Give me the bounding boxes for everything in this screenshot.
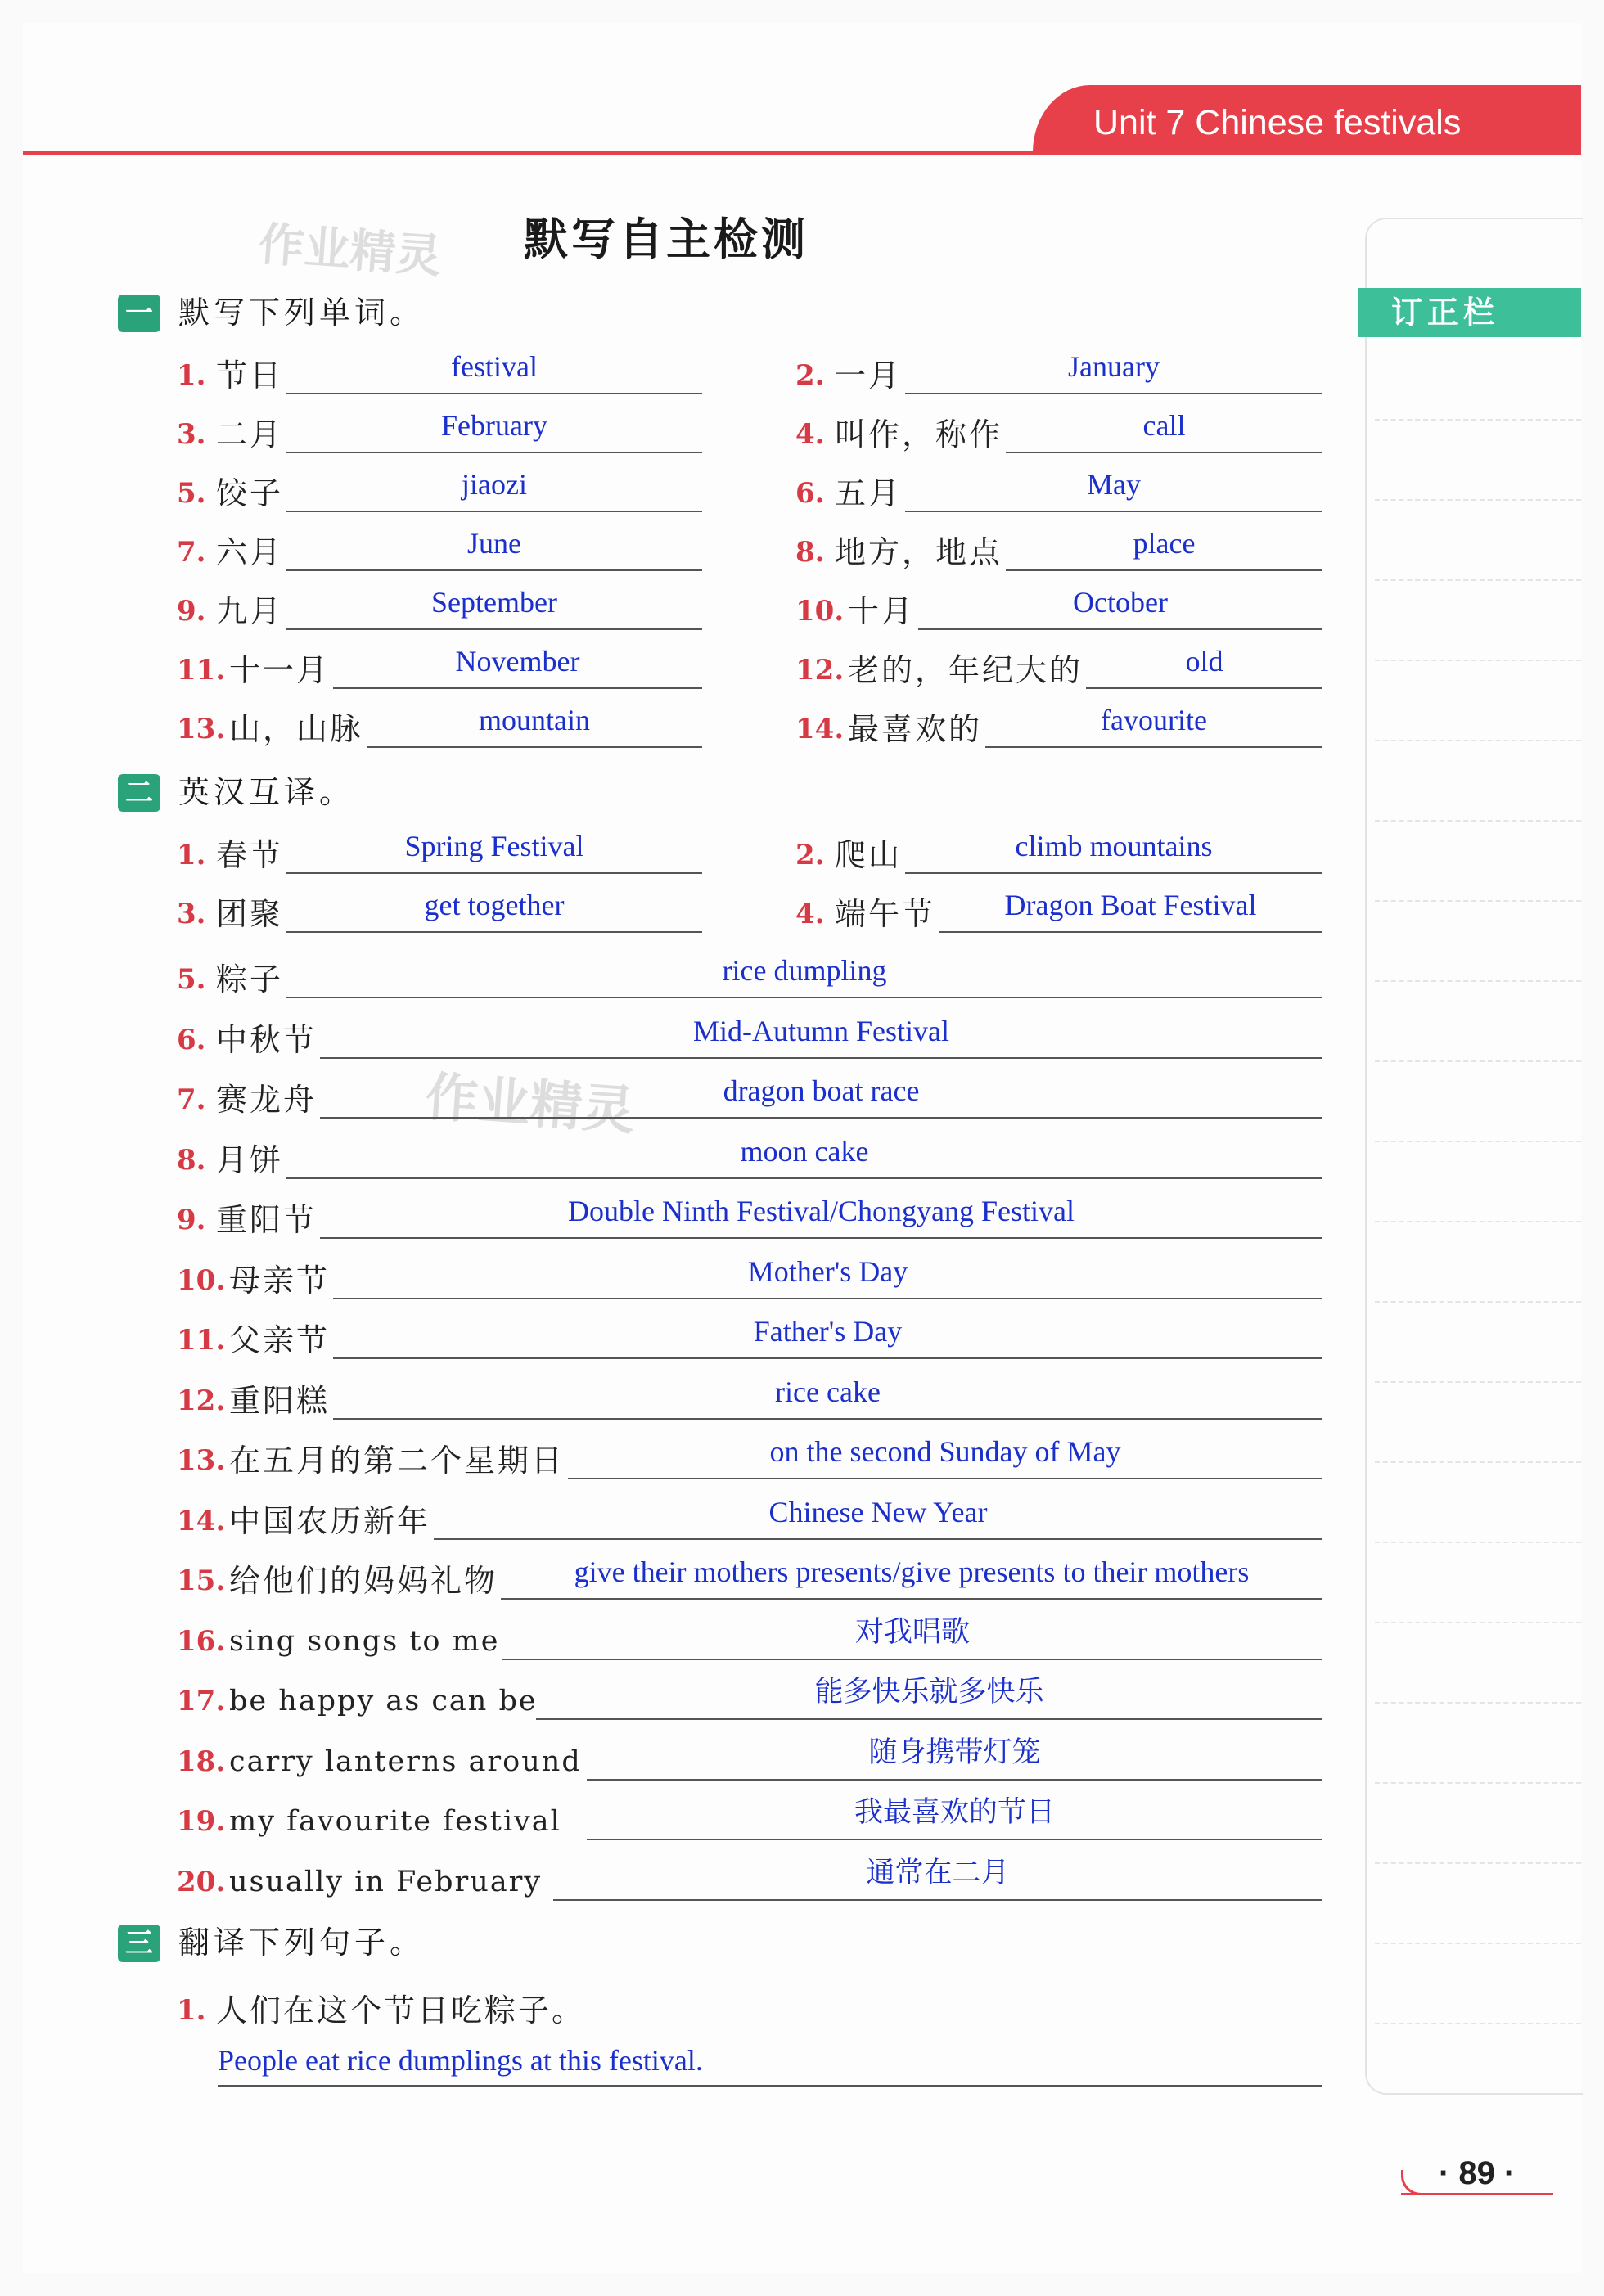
item-number: 12.: [177, 1384, 226, 1417]
panel-guide-line: [1375, 1141, 1581, 1142]
item-prompt: 六月: [216, 534, 284, 570]
panel-guide-line: [1375, 1221, 1581, 1222]
section-title: 英汉互译。: [178, 774, 355, 810]
item-prompt: 五月: [835, 475, 903, 511]
page-number: · 89 ·: [1439, 2155, 1516, 2191]
item-answer: get together: [424, 889, 565, 921]
answer-line: [1086, 687, 1322, 689]
panel-guide-line: [1375, 1301, 1581, 1303]
answer-line: [1006, 452, 1322, 453]
answer-line: [501, 1598, 1322, 1600]
panel-guide-line: [1375, 1782, 1581, 1784]
answer-line: [286, 511, 702, 512]
item-answer: give their mothers presents/give presents to their mothers: [574, 1555, 1250, 1588]
answer-line: [587, 1779, 1322, 1781]
item-prompt: 十月: [848, 593, 916, 629]
panel-guide-line: [1375, 1542, 1581, 1543]
section-title: 翻译下列句子。: [178, 1925, 426, 1961]
answer-line: [1006, 569, 1322, 571]
item-prompt: 重阳节: [216, 1202, 318, 1238]
section-badge: 一: [118, 295, 160, 332]
item-answer: October: [1073, 586, 1168, 619]
panel-guide-line: [1375, 579, 1581, 581]
item-prompt: 山，山脉: [229, 711, 364, 747]
item-prompt: 父亲节: [229, 1322, 331, 1358]
item-prompt: carry lanterns around: [229, 1745, 582, 1778]
answer-line: [553, 1899, 1322, 1901]
answer-line: [218, 2085, 1322, 2087]
item-answer: mountain: [479, 704, 590, 736]
item-number: 1.: [177, 839, 206, 871]
item-prompt: 团聚: [216, 896, 284, 932]
item-number: 3.: [177, 898, 206, 930]
item-prompt: 最喜欢的: [848, 711, 983, 747]
item-prompt: sing songs to me: [229, 1624, 500, 1658]
item-answer: 能多快乐就多快乐: [814, 1676, 1044, 1708]
panel-guide-line: [1375, 1060, 1581, 1062]
item-number: 13.: [177, 1444, 226, 1477]
item-answer: February: [441, 409, 547, 442]
item-prompt: 叫作，称作: [835, 416, 1003, 452]
answer-line: [286, 452, 702, 453]
item-prompt: 赛龙舟: [216, 1082, 318, 1118]
watermark: 作业精灵: [423, 1067, 637, 1142]
answer-line: [286, 872, 702, 874]
answer-line: [286, 628, 702, 630]
item-number: 5.: [177, 963, 206, 996]
item-prompt: 给他们的妈妈礼物: [229, 1563, 498, 1599]
item-answer: 我最喜欢的节日: [854, 1796, 1055, 1829]
item-number: 8.: [795, 536, 825, 569]
item-prompt: 人们在这个节日吃粽子。: [216, 1992, 586, 2028]
item-prompt: 粽子: [216, 961, 284, 997]
panel-guide-line: [1375, 820, 1581, 822]
panel-guide-line: [1375, 1461, 1581, 1463]
item-number: 16.: [177, 1624, 226, 1658]
item-number: 12.: [795, 654, 845, 687]
item-number: 19.: [177, 1805, 226, 1838]
item-answer: January: [1068, 350, 1160, 383]
item-answer: 对我唱歌: [854, 1615, 970, 1649]
answer-line: [286, 393, 702, 394]
item-number: 2.: [795, 359, 825, 392]
item-answer: Father's Day: [753, 1315, 903, 1348]
section-badge: 二: [118, 774, 160, 812]
item-answer: rice cake: [775, 1375, 881, 1408]
answer-line: [905, 511, 1322, 512]
answer-line: [320, 1237, 1322, 1239]
answer-line: [568, 1478, 1322, 1479]
item-number: 3.: [177, 418, 206, 451]
item-number: 7.: [177, 536, 206, 569]
item-number: 17.: [177, 1685, 226, 1717]
item-prompt: 端午节: [835, 896, 936, 932]
correction-tag-label: 订正栏: [1391, 295, 1500, 331]
item-prompt: 月饼: [216, 1141, 284, 1178]
item-answer: climb mountains: [1015, 830, 1213, 862]
answer-line: [918, 628, 1322, 630]
item-number: 8.: [177, 1143, 206, 1177]
item-answer: Dragon Boat Festival: [1004, 889, 1257, 921]
item-answer: 随身携带灯笼: [868, 1736, 1041, 1769]
item-number: 18.: [177, 1745, 226, 1778]
panel-guide-line: [1375, 1622, 1581, 1623]
item-answer: June: [467, 527, 521, 560]
panel-guide-line: [1375, 1702, 1581, 1704]
item-number: 11.: [177, 1324, 226, 1357]
panel-guide-line: [1375, 740, 1581, 741]
item-number: 4.: [795, 418, 825, 451]
item-prompt: 十一月: [229, 652, 331, 688]
panel-guide-line: [1375, 499, 1581, 501]
answer-line: [367, 746, 702, 748]
item-number: 14.: [177, 1504, 226, 1537]
answer-line: [587, 1839, 1322, 1840]
item-prompt: 老的，年纪大的: [848, 652, 1084, 688]
item-answer: Double Ninth Festival/Chongyang Festival: [568, 1195, 1075, 1227]
item-prompt: 中国农历新年: [229, 1502, 431, 1539]
panel-guide-line: [1375, 1381, 1581, 1383]
item-answer: People eat rice dumplings at this festival.: [218, 2044, 703, 2077]
answer-line: [502, 1659, 1322, 1660]
answer-line: [320, 1117, 1322, 1119]
item-answer: call: [1142, 409, 1186, 442]
item-answer: dragon boat race: [723, 1074, 920, 1107]
item-answer: festival: [451, 350, 538, 383]
item-answer: November: [455, 645, 580, 678]
answer-line: [985, 746, 1322, 748]
answer-line: [333, 1298, 1322, 1299]
section-title: 默写下列单词。: [178, 295, 426, 331]
item-number: 11.: [177, 654, 226, 687]
answer-line: [333, 1357, 1322, 1359]
item-number: 15.: [177, 1564, 226, 1597]
item-prompt: 爬山: [835, 837, 903, 873]
item-number: 1.: [177, 1994, 206, 2027]
item-number: 4.: [795, 898, 825, 930]
item-answer: old: [1185, 645, 1223, 678]
answer-line: [905, 872, 1322, 874]
item-number: 20.: [177, 1865, 226, 1898]
answer-line: [286, 997, 1322, 998]
item-answer: Mid-Autumn Festival: [693, 1014, 949, 1047]
item-number: 13.: [177, 713, 226, 745]
item-prompt: 节日: [216, 358, 284, 394]
watermark: 作业精灵: [256, 218, 444, 284]
panel-guide-line: [1375, 900, 1581, 902]
item-prompt: be happy as can be: [229, 1685, 538, 1717]
panel-guide-line: [1375, 1862, 1581, 1864]
item-answer: rice dumpling: [722, 954, 887, 987]
item-number: 6.: [177, 1023, 206, 1056]
item-prompt: 一月: [835, 358, 903, 394]
answer-line: [939, 931, 1322, 933]
item-answer: 通常在二月: [866, 1856, 1010, 1889]
item-answer: moon cake: [740, 1134, 869, 1168]
item-answer: on the second Sunday of May: [769, 1435, 1121, 1468]
item-number: 7.: [177, 1083, 206, 1116]
item-answer: May: [1087, 468, 1141, 501]
item-answer: Spring Festival: [404, 830, 584, 862]
answer-line: [536, 1718, 1322, 1720]
item-number: 6.: [795, 477, 825, 510]
unit-title: Unit 7 Chinese festivals: [1093, 103, 1462, 142]
item-prompt: 重阳糕: [229, 1382, 331, 1419]
item-prompt: 二月: [216, 416, 284, 452]
item-prompt: 地方，地点: [835, 534, 1003, 570]
page-title: 默写自主检测: [524, 214, 809, 265]
answer-line: [286, 931, 702, 933]
item-number: 10.: [177, 1263, 226, 1297]
item-answer: place: [1133, 527, 1196, 560]
panel-guide-line: [1375, 1943, 1581, 1944]
panel-guide-line: [1375, 419, 1581, 421]
item-prompt: 母亲节: [229, 1262, 331, 1299]
answer-line: [320, 1057, 1322, 1059]
item-answer: favourite: [1101, 704, 1207, 736]
answer-line: [905, 393, 1322, 394]
item-prompt: 春节: [216, 837, 284, 873]
item-prompt: 饺子: [216, 475, 284, 511]
item-prompt: 九月: [216, 593, 284, 629]
item-number: 1.: [177, 359, 206, 392]
answer-line: [434, 1538, 1322, 1540]
item-answer: September: [431, 586, 557, 619]
answer-line: [333, 1418, 1322, 1420]
item-prompt: my favourite festival: [229, 1805, 561, 1838]
item-answer: jiaozi: [462, 468, 527, 501]
item-number: 14.: [795, 713, 845, 745]
item-number: 2.: [795, 839, 825, 871]
item-prompt: usually in February: [229, 1865, 543, 1898]
answer-line: [286, 1177, 1322, 1179]
item-number: 5.: [177, 477, 206, 510]
item-number: 10.: [795, 595, 845, 628]
item-answer: Mother's Day: [747, 1254, 908, 1288]
item-answer: Chinese New Year: [768, 1495, 988, 1528]
item-number: 9.: [177, 1204, 206, 1236]
panel-guide-line: [1375, 660, 1581, 661]
panel-guide-line: [1375, 980, 1581, 982]
panel-guide-line: [1375, 2023, 1581, 2024]
item-prompt: 中秋节: [216, 1021, 318, 1058]
answer-line: [333, 687, 702, 689]
section-badge: 三: [118, 1925, 160, 1962]
item-prompt: 在五月的第二个星期日: [229, 1443, 565, 1479]
item-number: 9.: [177, 595, 206, 628]
answer-line: [286, 569, 702, 571]
